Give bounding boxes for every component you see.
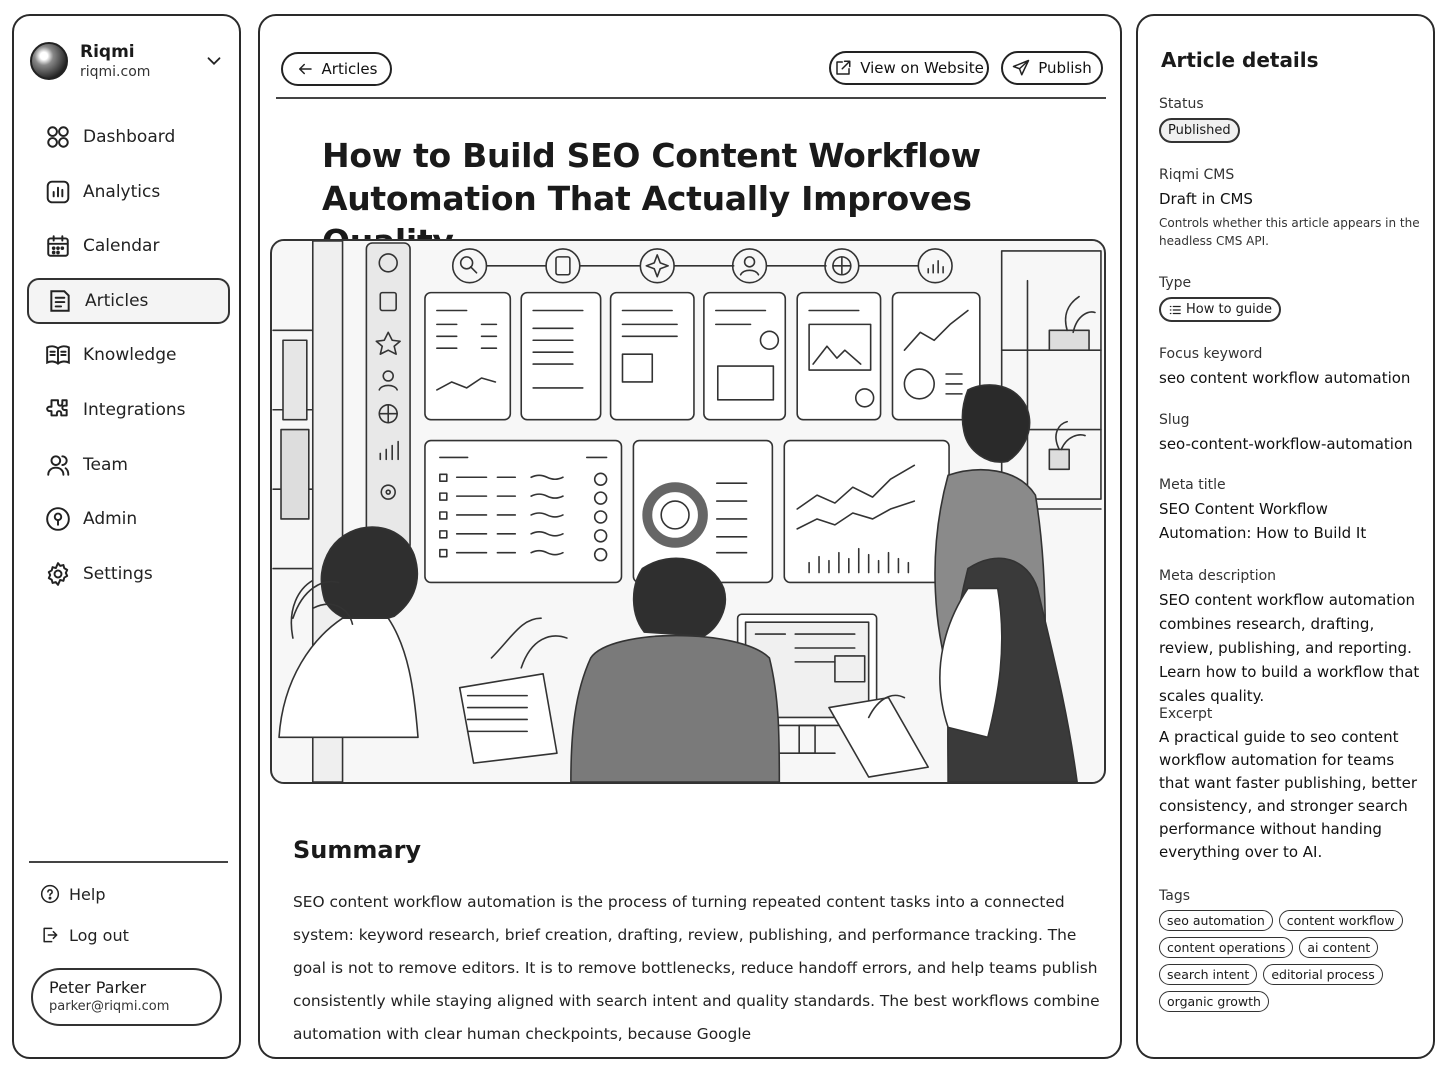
sidebar-item-label: Knowledge [83, 345, 177, 366]
knowledge-icon [45, 342, 71, 368]
tag-chip[interactable]: ai content [1299, 937, 1378, 958]
sidebar-item-label: Analytics [83, 181, 161, 202]
main-nav [27, 114, 230, 605]
sidebar-item-knowledge[interactable] [27, 332, 230, 378]
hero-illustration [270, 239, 1106, 784]
send-icon [1012, 59, 1030, 77]
sidebar-item-settings[interactable] [27, 551, 230, 597]
external-link-icon [834, 59, 852, 77]
arrow-left-icon [296, 60, 314, 78]
status-section [1159, 96, 1421, 143]
sidebar-item-label: Settings [83, 563, 153, 584]
admin-icon [45, 506, 71, 532]
list-icon [1168, 303, 1182, 317]
publish-button[interactable] [1001, 51, 1103, 85]
sidebar-item-label: Articles [85, 290, 149, 311]
view-label: View on Website [860, 59, 984, 77]
meta-desc-value[interactable]: SEO content workflow automation combines research, drafting, review, publishing, and reporting. Learn how to build a workflow that scales quality. [1159, 591, 1420, 705]
focus-label: Focus keyword [1159, 346, 1263, 362]
summary-heading: Summary [293, 836, 422, 864]
sidebar-item-articles[interactable] [27, 278, 230, 324]
back-label: Articles [321, 60, 378, 78]
sidebar-item-label: Team [83, 454, 128, 475]
workspace-switcher[interactable] [30, 42, 225, 80]
back-to-articles-button[interactable] [281, 52, 392, 86]
tag-chip[interactable]: content workflow [1279, 910, 1403, 931]
articles-icon [47, 288, 73, 314]
sidebar-item-admin[interactable] [27, 496, 230, 542]
sidebar-item-dashboard[interactable] [27, 114, 230, 160]
sidebar-item-label: Dashboard [83, 127, 176, 147]
calendar-icon [45, 233, 71, 259]
slug-label: Slug [1159, 412, 1190, 428]
focus-keyword-section [1159, 346, 1421, 390]
tag-chip[interactable]: editorial process [1263, 964, 1382, 985]
user-name: Peter Parker [49, 978, 147, 997]
chevron-down-icon [203, 50, 225, 72]
sidebar-item-label: Admin [83, 509, 138, 530]
team-icon [45, 452, 71, 478]
article-details-panel [1136, 14, 1435, 1059]
workspace-name: Riqmi [80, 42, 135, 62]
sidebar-item-calendar[interactable] [27, 223, 230, 269]
cms-label: Riqmi CMS [1159, 167, 1235, 183]
help-icon [40, 884, 60, 904]
logout-icon [40, 925, 60, 945]
type-section [1159, 275, 1421, 322]
tag-chip[interactable]: content operations [1159, 937, 1293, 958]
tag-chip[interactable]: search intent [1159, 964, 1257, 985]
header-divider [276, 97, 1106, 99]
excerpt-section [1159, 706, 1421, 864]
tag-chip[interactable]: organic growth [1159, 991, 1269, 1012]
help-label: Help [69, 884, 106, 904]
cms-value[interactable]: Draft in CMS [1159, 190, 1253, 208]
analytics-icon [45, 179, 71, 205]
meta-title-value[interactable]: SEO Content Workflow Automation: How to Build It [1159, 500, 1367, 542]
tag-list [1159, 910, 1429, 1012]
status-label: Status [1159, 96, 1204, 112]
slug-value[interactable]: seo-content-workflow-automation [1159, 435, 1413, 453]
slug-section [1159, 412, 1421, 456]
dashboard-icon [45, 124, 71, 150]
sidebar-divider [29, 861, 228, 863]
settings-icon [45, 561, 71, 587]
logout-label: Log out [69, 925, 129, 945]
article-main [258, 14, 1122, 1059]
sidebar-item-integrations[interactable] [27, 387, 230, 433]
type-badge[interactable] [1159, 297, 1281, 322]
sidebar-item-team[interactable] [27, 442, 230, 488]
meta-desc-label: Meta description [1159, 568, 1277, 584]
sidebar-item-analytics[interactable] [27, 169, 230, 215]
user-card[interactable] [31, 968, 222, 1026]
type-label: Type [1159, 275, 1192, 291]
sidebar-item-label: Calendar [83, 236, 160, 257]
integrations-icon [45, 397, 71, 423]
article-title: How to Build SEO Content Workflow Automation That Actually Improves [322, 136, 981, 218]
tags-label: Tags [1159, 888, 1190, 904]
sidebar [12, 14, 241, 1059]
meta-title-section [1159, 477, 1421, 545]
user-email: parker@riqmi.com [49, 999, 170, 1014]
sidebar-item-label: Integrations [83, 399, 186, 420]
tag-chip[interactable]: seo automation [1159, 910, 1273, 931]
workspace-url: riqmi.com [80, 64, 151, 80]
cms-section [1159, 167, 1421, 250]
summary-text: SEO content workflow automation is the process of turning repeated content tasks into a connected system: keyword research, brief creation, drafting, review, publishing, and performance tracking. The goal is not to remove editors. It is to remove bottlenecks, reduce handoff errors, and help teams publish consistently while staying aligned with search intent and quality standards. The best workflows combine automation with clear human checkpoints, because Google [293, 893, 1100, 1043]
help-link[interactable] [40, 884, 105, 904]
workspace-avatar [30, 42, 68, 80]
excerpt-label: Excerpt [1159, 706, 1213, 722]
view-on-website-button[interactable] [829, 51, 989, 85]
meta-title-label: Meta title [1159, 477, 1226, 493]
excerpt-value[interactable]: A practical guide to seo content workflow automation for teams that want faster publishing, better consistency, and stronger search performance without handing everything over to AI. [1159, 728, 1418, 861]
logout-link[interactable] [40, 925, 129, 945]
tags-section [1159, 888, 1421, 1012]
type-value: How to guide [1186, 302, 1273, 317]
cms-note: Controls whether this article appears in the headless CMS API. [1159, 216, 1420, 248]
meta-description-section [1159, 568, 1421, 708]
status-badge[interactable]: Published [1159, 118, 1240, 143]
details-title: Article details [1161, 48, 1319, 72]
publish-label: Publish [1038, 59, 1092, 77]
focus-value[interactable]: seo content workflow automation [1159, 369, 1411, 387]
